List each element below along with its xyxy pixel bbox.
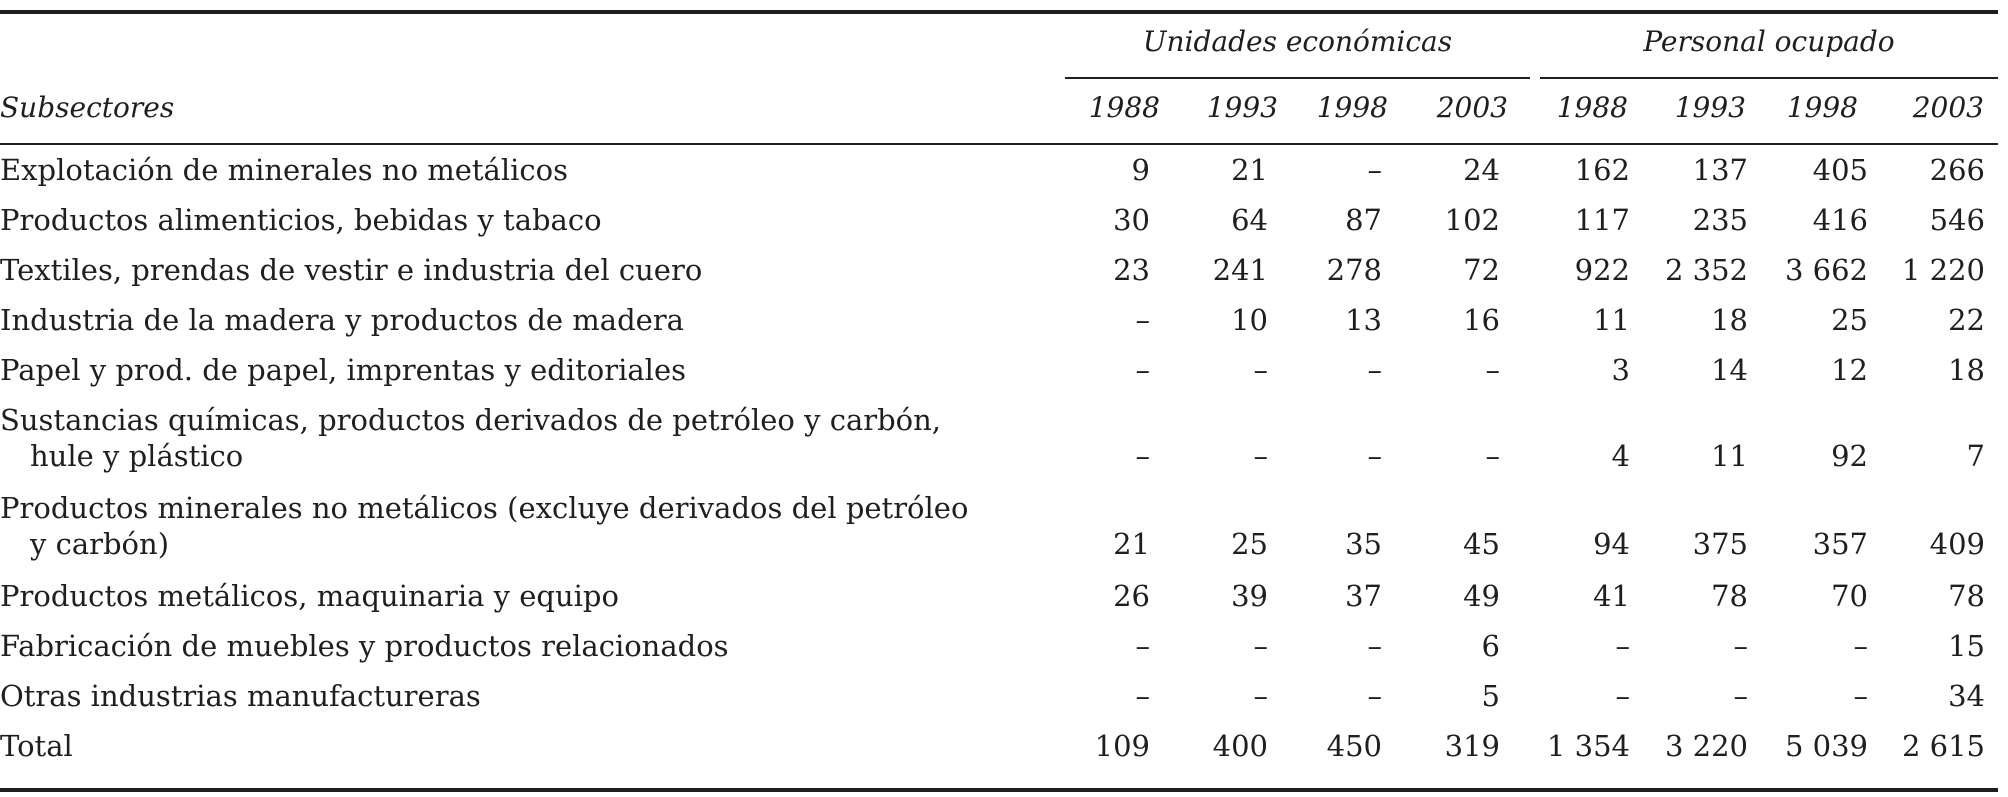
group-header-unidades: Unidades económicas	[1142, 25, 1453, 58]
column-header-year: 2003	[1436, 91, 1508, 124]
table-cell: –	[1135, 353, 1150, 387]
table-cell: –	[1733, 629, 1748, 663]
table-cell: 416	[1812, 203, 1868, 237]
table-cell: 34	[1948, 679, 1985, 713]
table-cell: 375	[1692, 527, 1748, 561]
row-label-line: Fabricación de muebles y productos relacionados	[0, 629, 729, 663]
row-label-line: Productos minerales no metálicos (excluye derivados del petróleo	[0, 491, 969, 525]
table-cell: 16	[1463, 303, 1500, 337]
table-cell: 2 352	[1664, 253, 1748, 287]
table-cell: 35	[1345, 527, 1382, 561]
table-cell: 162	[1574, 153, 1630, 187]
row-label-line: Industria de la madera y productos de madera	[0, 303, 684, 337]
table-cell: –	[1253, 353, 1268, 387]
table-cell: –	[1135, 303, 1150, 337]
table-cell: 18	[1711, 303, 1748, 337]
table-cell: 450	[1326, 729, 1382, 763]
table-cell: –	[1135, 629, 1150, 663]
table-cell: 78	[1948, 579, 1985, 613]
row-label-line: Textiles, prendas de vestir e industria del cuero	[0, 253, 703, 287]
table-cell: 5	[1481, 679, 1500, 713]
table-cell: –	[1135, 439, 1150, 473]
row-label	[0, 402, 1000, 474]
table-cell: 11	[1711, 439, 1748, 473]
table-cell: 3 220	[1664, 729, 1748, 763]
table-cell: –	[1253, 439, 1268, 473]
table-cell: 92	[1831, 439, 1868, 473]
row-label	[0, 628, 1000, 664]
bottom-rule	[0, 788, 1998, 792]
table-cell: 2 615	[1901, 729, 1985, 763]
group-header-personal: Personal ocupado	[1643, 25, 1895, 58]
header-rule	[0, 143, 1998, 145]
table-cell: 45	[1463, 527, 1500, 561]
table-cell: 72	[1463, 253, 1500, 287]
row-label-continuation: hule y plástico	[30, 439, 244, 473]
table-cell: 4	[1611, 439, 1630, 473]
table-cell: 13	[1345, 303, 1382, 337]
table-cell: 1 354	[1546, 729, 1630, 763]
table-cell: 70	[1831, 579, 1868, 613]
table-cell: 7	[1966, 439, 1985, 473]
row-label	[0, 202, 1000, 238]
table-cell: 546	[1929, 203, 1985, 237]
table-cell: –	[1367, 153, 1382, 187]
table-cell: 235	[1692, 203, 1748, 237]
table-cell: 6	[1481, 629, 1500, 663]
row-label	[0, 728, 1000, 764]
table-cell: 12	[1831, 353, 1868, 387]
table-cell: 25	[1831, 303, 1868, 337]
table-cell: 78	[1711, 579, 1748, 613]
table-cell: –	[1733, 679, 1748, 713]
table-cell: 23	[1113, 253, 1150, 287]
table-cell: 10	[1231, 303, 1268, 337]
column-header-year: 1998	[1786, 91, 1858, 124]
row-label	[0, 352, 1000, 388]
table-cell: 64	[1231, 203, 1268, 237]
row-label-line: Productos metálicos, maquinaria y equipo	[0, 579, 619, 613]
column-header-year: 1988	[1556, 91, 1628, 124]
table-cell: 922	[1574, 253, 1630, 287]
table-cell: 49	[1463, 579, 1500, 613]
table-cell: 14	[1711, 353, 1748, 387]
table-cell: 30	[1113, 203, 1150, 237]
table-cell: –	[1253, 679, 1268, 713]
table-cell: 278	[1326, 253, 1382, 287]
table-cell: 109	[1094, 729, 1150, 763]
table-cell: 21	[1113, 527, 1150, 561]
table-cell: 5 039	[1784, 729, 1868, 763]
table-cell: 102	[1444, 203, 1500, 237]
row-label-line: Papel y prod. de papel, imprentas y editoriales	[0, 353, 686, 387]
table-cell: 400	[1212, 729, 1268, 763]
top-rule	[0, 10, 1998, 14]
row-label	[0, 252, 1000, 288]
column-header-year: 1988	[1088, 91, 1160, 124]
table-cell: –	[1485, 353, 1500, 387]
table-cell: 15	[1948, 629, 1985, 663]
table-cell: 405	[1812, 153, 1868, 187]
table-cell: 21	[1231, 153, 1268, 187]
table-cell: –	[1367, 353, 1382, 387]
row-label	[0, 302, 1000, 338]
table-cell: –	[1367, 629, 1382, 663]
table-cell: 266	[1929, 153, 1985, 187]
row-label	[0, 678, 1000, 714]
table-cell: –	[1615, 679, 1630, 713]
table-cell: 357	[1812, 527, 1868, 561]
table-cell: 26	[1113, 579, 1150, 613]
table-cell: –	[1615, 629, 1630, 663]
table-cell: 1 220	[1901, 253, 1985, 287]
row-label	[0, 490, 1000, 562]
table-cell: 3 662	[1784, 253, 1868, 287]
row-label-line: Productos alimenticios, bebidas y tabaco	[0, 203, 602, 237]
row-label	[0, 578, 1000, 614]
table-cell: –	[1135, 679, 1150, 713]
row-label-continuation: y carbón)	[30, 527, 170, 561]
table-cell: –	[1485, 439, 1500, 473]
table-cell: 117	[1574, 203, 1630, 237]
table-cell: –	[1367, 439, 1382, 473]
column-header-year: 1998	[1316, 91, 1388, 124]
column-header-year: 1993	[1206, 91, 1278, 124]
table-cell: –	[1367, 679, 1382, 713]
table-cell: 22	[1948, 303, 1985, 337]
row-label-line: Otras industrias manufactureras	[0, 679, 481, 713]
table-cell: 41	[1593, 579, 1630, 613]
group-rule-unidades	[1065, 77, 1530, 79]
table-cell: 25	[1231, 527, 1268, 561]
table-cell: 18	[1948, 353, 1985, 387]
row-label-line: Sustancias químicas, productos derivados de petróleo y carbón,	[0, 403, 942, 437]
row-label	[0, 152, 1000, 188]
table-cell: –	[1853, 629, 1868, 663]
table-cell: –	[1253, 629, 1268, 663]
table-cell: 11	[1593, 303, 1630, 337]
table-cell: 24	[1463, 153, 1500, 187]
table-cell: 9	[1131, 153, 1150, 187]
table-cell: 39	[1231, 579, 1268, 613]
table-cell: 3	[1611, 353, 1630, 387]
row-label-line: Total	[0, 729, 73, 763]
table-cell: 37	[1345, 579, 1382, 613]
table-cell: 409	[1929, 527, 1985, 561]
table-cell: 319	[1444, 729, 1500, 763]
table-cell: –	[1853, 679, 1868, 713]
group-rule-personal	[1540, 77, 1998, 79]
table-cell: 94	[1593, 527, 1630, 561]
table-cell: 87	[1345, 203, 1382, 237]
table-cell: 241	[1212, 253, 1268, 287]
column-header-year: 1993	[1674, 91, 1746, 124]
column-header-year: 2003	[1912, 91, 1984, 124]
column-header-subsectores: Subsectores	[0, 91, 175, 124]
row-label-line: Explotación de minerales no metálicos	[0, 153, 568, 187]
table-cell: 137	[1692, 153, 1748, 187]
